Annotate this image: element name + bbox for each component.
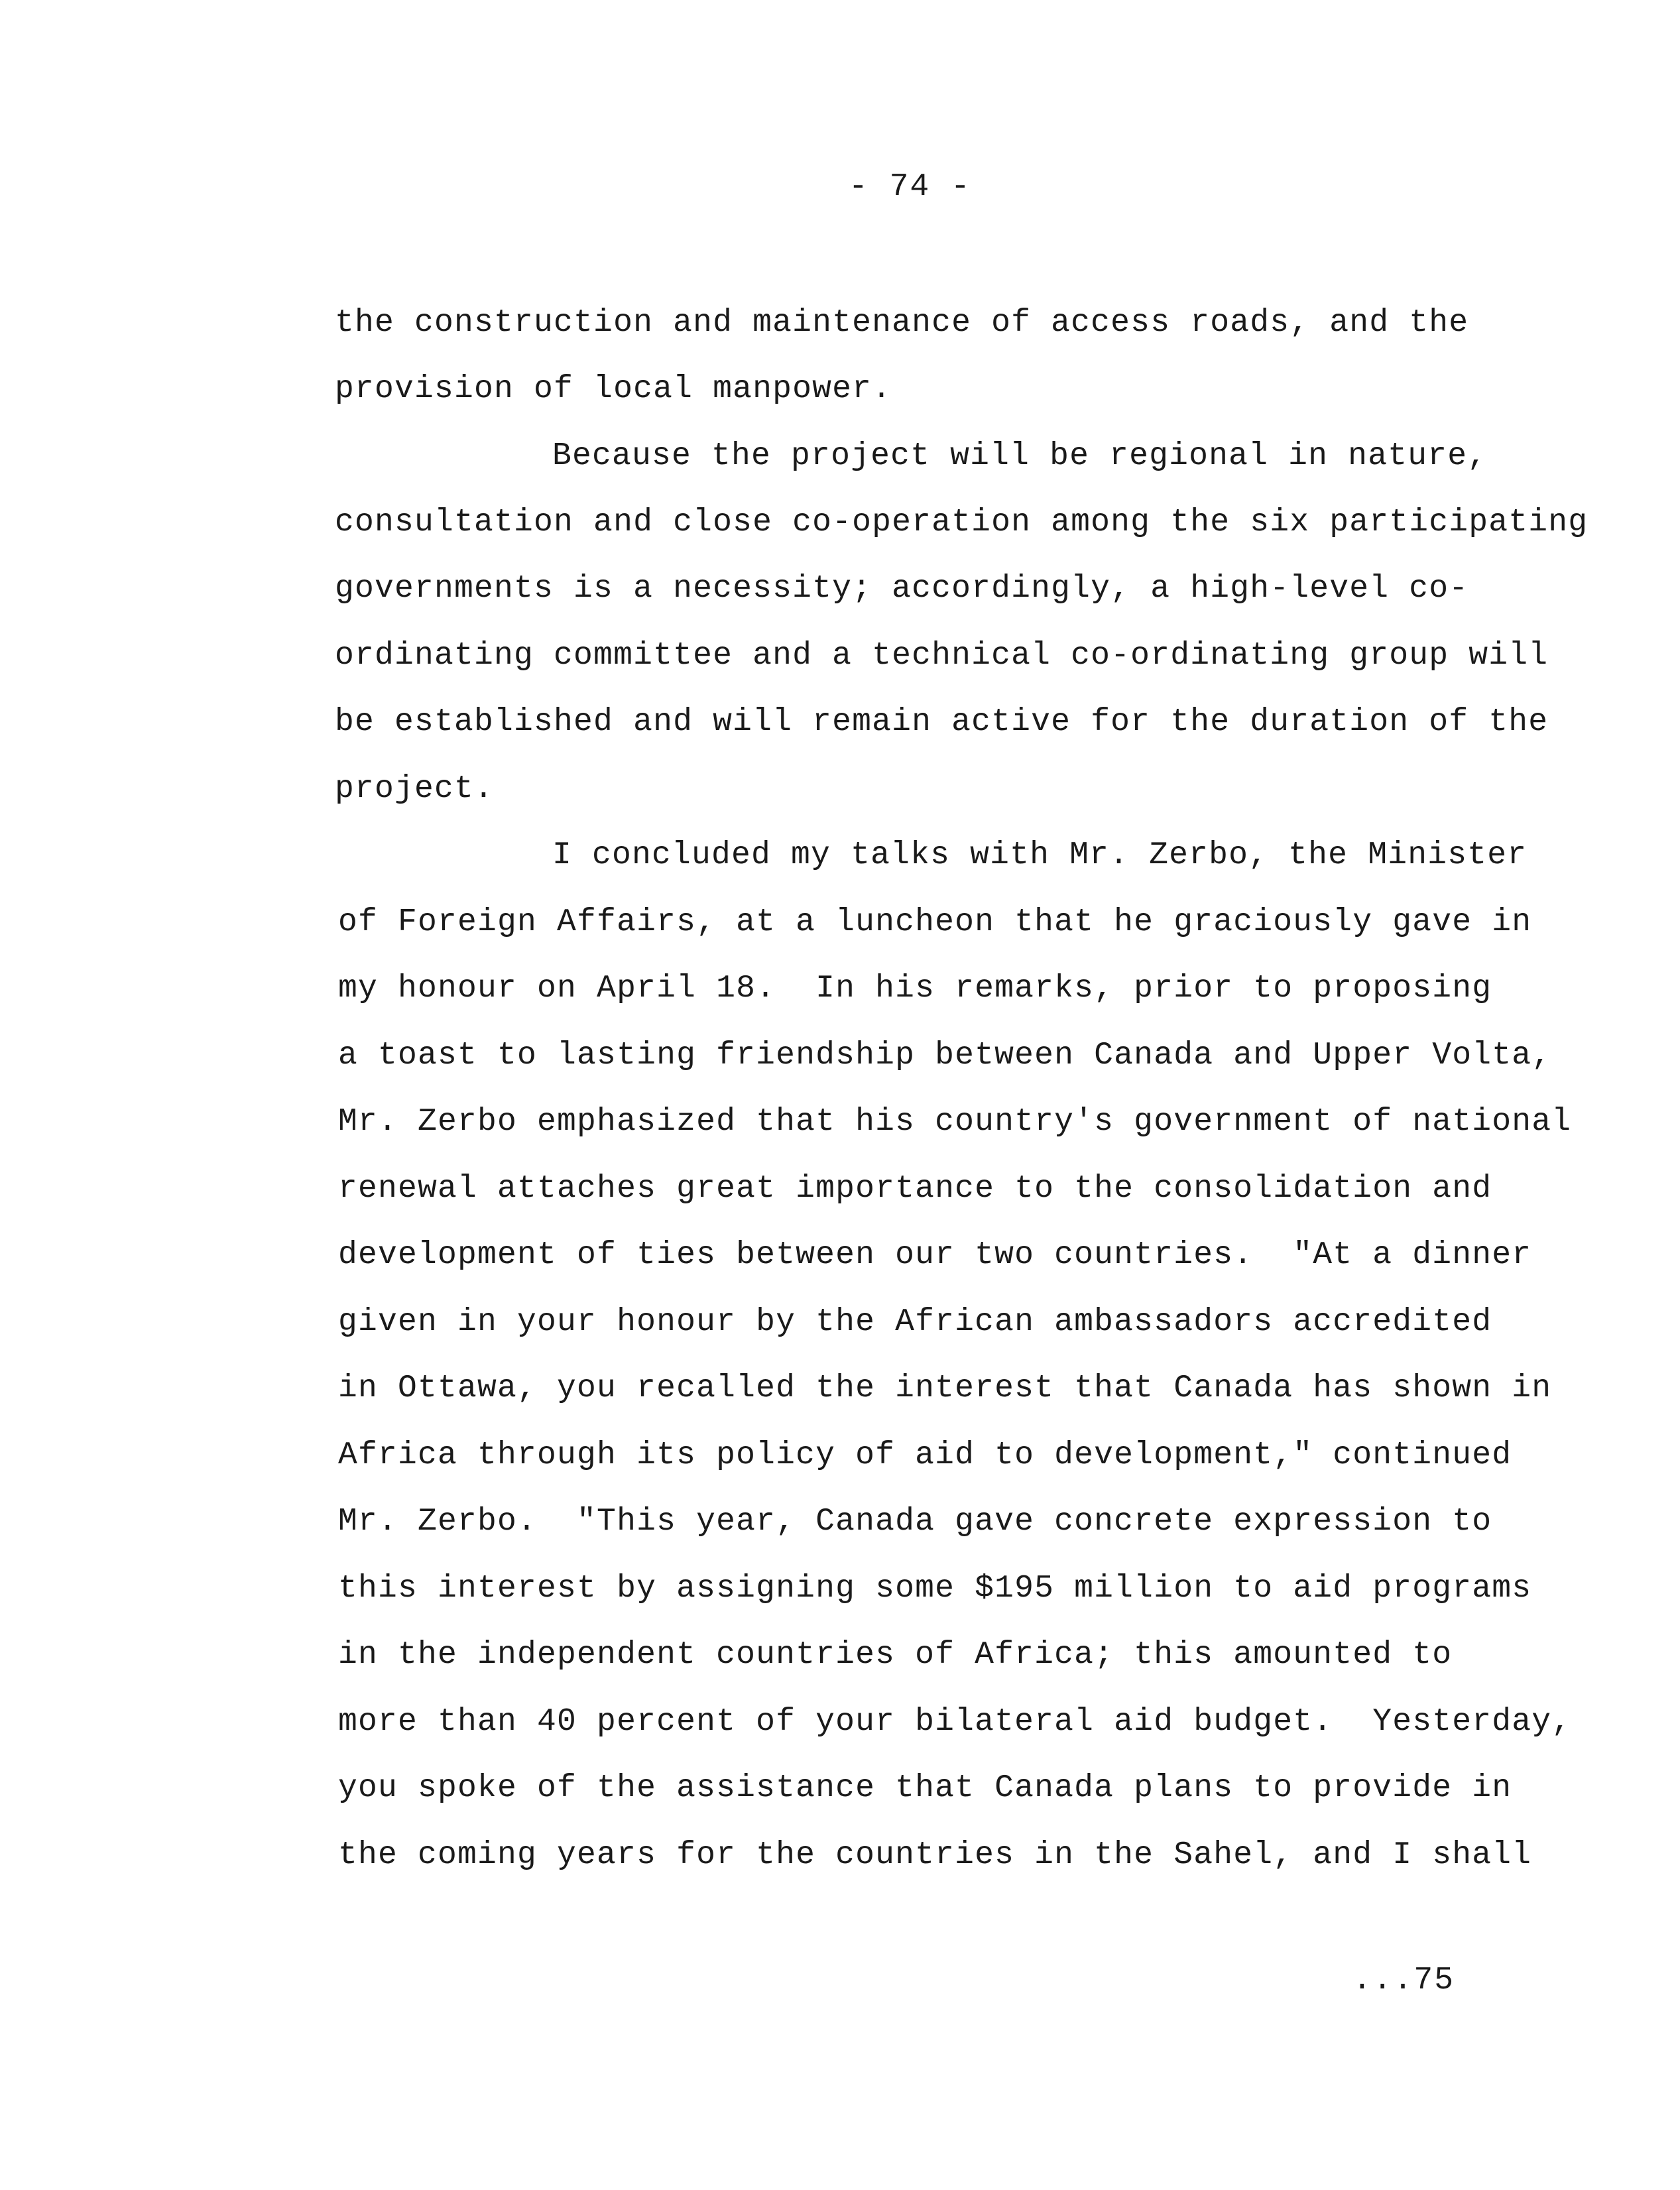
body-line: ordinating committee and a technical co-ordinating group will [335,638,1549,674]
body-line: be established and will remain active for the duration of the [335,704,1549,740]
page-number: - 74 - [849,169,971,205]
body-line: this interest by assigning some $195 million to aid programs [338,1571,1532,1607]
body-line: my honour on April 18. In his remarks, prior to proposing [338,971,1492,1006]
body-line: of Foreign Affairs, at a luncheon that he graciously gave in [338,904,1532,940]
body-line: more than 40 percent of your bilateral aid budget. Yesterday, [338,1704,1572,1740]
body-line: provision of local manpower. [335,371,892,407]
body-line: Mr. Zerbo. "This year, Canada gave concrete expression to [338,1504,1492,1540]
body-line: governments is a necessity; accordingly, a high-level co- [335,571,1469,607]
body-line: in the independent countries of Africa; this amounted to [338,1637,1453,1673]
body-line: you spoke of the assistance that Canada plans to provide in [338,1770,1512,1806]
body-line: Because the project will be regional in nature, [552,438,1488,474]
body-line: development of ties between our two countries. "At a dinner [338,1237,1532,1273]
body-line: Mr. Zerbo emphasized that his country's government of national [338,1104,1572,1140]
body-line: project. [335,771,495,807]
body-line: the coming years for the countries in the Sahel, and I shall [338,1837,1532,1873]
body-line: Africa through its policy of aid to development," continued [338,1437,1512,1473]
body-line: a toast to lasting friendship between Canada and Upper Volta, [338,1038,1552,1073]
body-line: the construction and maintenance of access roads, and the [335,305,1469,341]
body-line: consultation and close co-operation among the six participating [335,505,1589,540]
body-line: I concluded my talks with Mr. Zerbo, the Minister [552,837,1528,873]
body-line: renewal attaches great importance to the consolidation and [338,1171,1492,1207]
body-line: given in your honour by the African ambassadors accredited [338,1304,1492,1340]
body-line: in Ottawa, you recalled the interest that Canada has shown in [338,1370,1552,1406]
continuation-marker: ...75 [1352,1963,1455,1998]
